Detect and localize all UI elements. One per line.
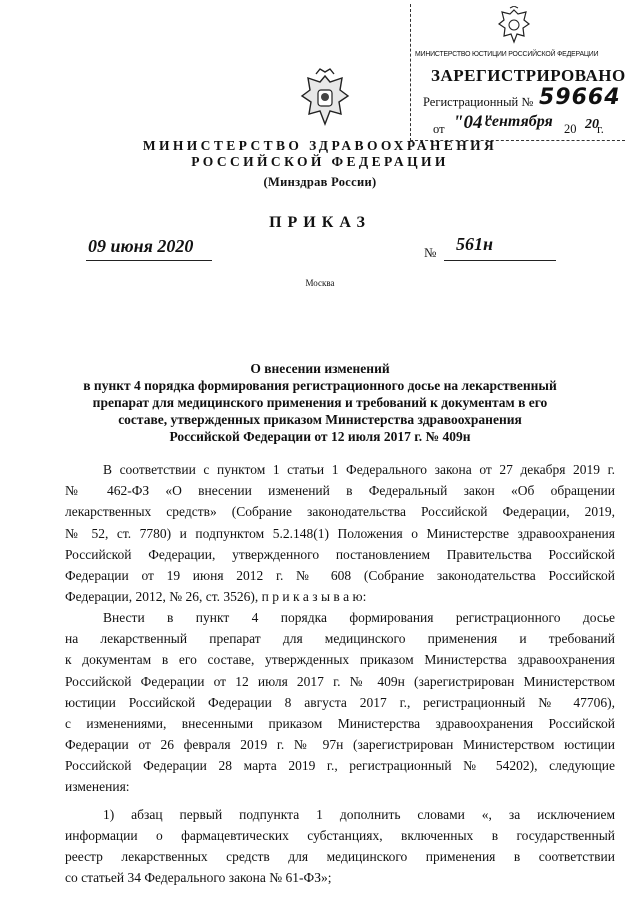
stamp-year-suffix: г. — [597, 122, 604, 136]
body-line: к документам в его составе, утвержденных приказом Министерства здравоохранения — [65, 652, 615, 667]
body-line: реестр лекарственных средств для медицинского применения в соответствии — [65, 849, 615, 864]
body-line: изменения: — [65, 779, 130, 794]
city: Москва — [305, 278, 335, 288]
ministry-short-name: (Минздрав России) — [263, 175, 377, 189]
number-sign: № — [424, 245, 437, 260]
body-line: № 52, ст. 7780) и подпунктом 5.2.148(1) Положения о Министерстве здравоохранения — [65, 526, 615, 541]
stamp-ministry-name: МИНИСТЕРСТВО ЮСТИЦИИ РОССИЙСКОЙ ФЕДЕРАЦИИ — [415, 49, 599, 58]
title-line: О внесении изменений — [250, 361, 390, 376]
body-line: юстиции Российской Федерации 8 августа 2017 г., регистрационный № 47706), — [65, 695, 615, 710]
stamp-year-prefix: 20 — [564, 122, 577, 136]
title-line: препарат для медицинского применения и требований к документам в его — [92, 395, 548, 410]
body-line: на лекарственный препарат для медицинского применения и требований — [65, 631, 615, 646]
double-headed-eagle-icon — [296, 66, 354, 130]
title-line: в пункт 4 порядка формирования регистрационного досье на лекарственный — [83, 378, 557, 393]
body-line: 1) абзац первый подпункта 1 дополнить словами «, за исключением — [103, 807, 615, 822]
order-date-handwritten: 09 июня 2020 — [88, 236, 194, 256]
body-line: № 462-ФЗ «О внесении изменений в Федеральный закон «Об обращении — [65, 483, 615, 498]
stamp-regnum-label: Регистрационный № — [423, 95, 534, 109]
date-underline — [86, 260, 212, 261]
body-line: Федерации от 26 февраля 2019 г. № 97н (зарегистрирован Министерством юстиции — [65, 737, 615, 752]
stamp-regnum-handwritten: 59664 — [539, 85, 621, 110]
stamp-day-handwritten: "04" — [453, 112, 494, 133]
registration-stamp — [410, 4, 625, 141]
stamp-registered-label: ЗАРЕГИСТРИРОВАНО — [431, 66, 626, 85]
title-line: составе, утвержденных приказом Министерства здравоохранения — [118, 412, 522, 427]
body-line: Российской Федерации, утвержденного постановлением Правительства Российской — [65, 547, 615, 562]
body-line: Российской Федерации от 12 июля 2017 г. № 409н (зарегистрирован Министерством — [65, 674, 615, 689]
body-line: информации о фармацевтических субстанциях, включенных в государственный — [65, 828, 615, 843]
order-number-handwritten: 561н — [456, 234, 493, 254]
body-line: со статьей 34 Федерального закона № 61-ФЗ»; — [65, 870, 332, 885]
body-line: Российской Федерации 28 марта 2019 г., регистрационный № 54202), следующие — [65, 758, 615, 773]
stamp-year-handwritten: 20 — [585, 117, 599, 132]
ministry-name-line2: РОССИЙСКОЙ ФЕДЕРАЦИИ — [191, 154, 449, 169]
title-line: Российской Федерации от 12 июля 2017 г. № 409н — [169, 429, 471, 444]
body-line: Федерации от 19 июня 2012 г. № 608 (Собрание законодательства Российской — [65, 568, 615, 583]
stamp-date-from: от — [433, 122, 445, 136]
body-line: с изменениями, внесенными приказом Министерства здравоохранения Российской — [65, 716, 615, 731]
document-type: ПРИКАЗ — [269, 214, 371, 231]
coat-of-arms-icon — [496, 6, 532, 46]
number-underline — [444, 260, 556, 261]
ministry-name-line1: МИНИСТЕРСТВО ЗДРАВООХРАНЕНИЯ — [142, 138, 498, 153]
body-line: В соответствии с пунктом 1 статьи 1 Федерального закона от 27 декабря 2019 г. — [103, 462, 615, 477]
body-line: Внести в пункт 4 порядка формирования регистрационного досье — [103, 610, 615, 625]
body-line: Федерации, 2012, № 26, ст. 3526), п р и к а з ы в а ю: — [65, 589, 367, 604]
stamp-month-handwritten: сентября — [485, 113, 553, 130]
body-line: лекарственных средств» (Собрание законодательства Российской Федерации, 2019, — [65, 504, 615, 519]
